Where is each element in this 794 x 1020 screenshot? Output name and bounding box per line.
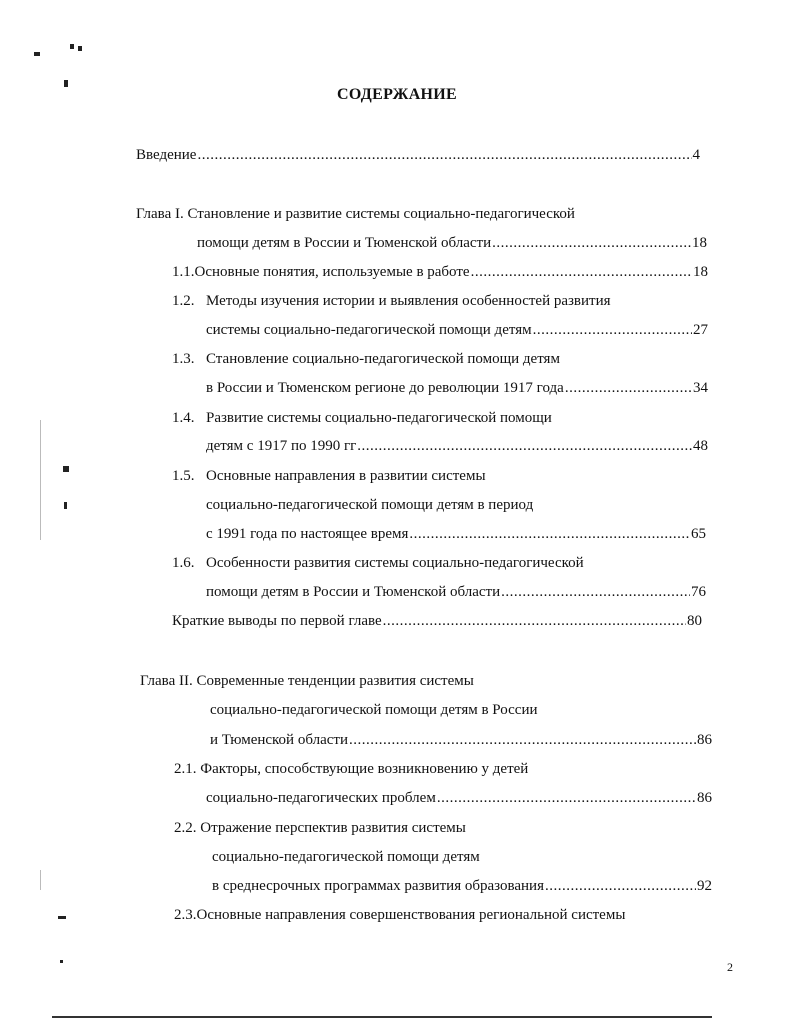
toc-page-number: 76 bbox=[691, 584, 706, 600]
toc-entry-2-1-cont bbox=[206, 789, 712, 807]
toc-entry-1-6-cont bbox=[206, 583, 706, 601]
scan-speck bbox=[63, 466, 69, 472]
toc-entry-1-5-cont2 bbox=[206, 525, 706, 543]
toc-leader bbox=[501, 583, 690, 601]
toc-page-number: 80 bbox=[687, 613, 702, 629]
toc-entry-label: Отражение перспектив развития системы bbox=[200, 820, 466, 836]
toc-entry-label: социально-педагогических проблем bbox=[206, 790, 436, 806]
toc-entry-1-4 bbox=[172, 409, 552, 427]
toc-entry-chapter-2 bbox=[210, 731, 712, 749]
toc-leader bbox=[437, 789, 696, 807]
toc-entry-1-6 bbox=[172, 554, 584, 572]
toc-entry-label: Основные направления в развитии системы bbox=[206, 468, 486, 484]
toc-entry-label: помощи детям в России и Тюменской области bbox=[206, 584, 501, 600]
toc-entry-label: Развитие системы социально-педагогической помощи bbox=[206, 410, 552, 426]
toc-entry-2-2-cont2 bbox=[212, 877, 712, 895]
toc-leader bbox=[565, 379, 692, 397]
toc-entry-label: в среднесрочных программах развития образования bbox=[212, 878, 544, 894]
chapter-2-heading-cont: социально-педагогической помощи детям в России bbox=[210, 702, 538, 718]
toc-entry-2-2 bbox=[174, 819, 466, 837]
toc-page-number: 27 bbox=[693, 322, 708, 338]
toc-entry-label: Краткие выводы по первой главе bbox=[172, 613, 382, 629]
page-number: 2 bbox=[727, 960, 733, 974]
toc-entry-1-2-cont bbox=[206, 321, 708, 339]
scan-speck bbox=[70, 44, 74, 49]
toc-page-number: 86 bbox=[697, 790, 712, 806]
toc-entry-2-1 bbox=[174, 760, 528, 778]
toc-entry-1-4-cont bbox=[206, 437, 708, 455]
scan-edge-line bbox=[40, 420, 41, 540]
toc-entry-1-1 bbox=[172, 263, 708, 281]
toc-page-number: 18 bbox=[693, 264, 708, 280]
toc-leader bbox=[492, 234, 691, 252]
toc-entry-label: Введение bbox=[136, 147, 197, 163]
section-number: 1.3. bbox=[172, 351, 195, 367]
section-number: 1.6. bbox=[172, 555, 195, 571]
toc-page-number: 4 bbox=[692, 147, 700, 163]
toc-entry-1-5-cont: социально-педагогической помощи детям в период bbox=[206, 497, 534, 513]
toc-entry-1-3-cont bbox=[206, 379, 708, 397]
section-number: 1.1. bbox=[172, 264, 195, 280]
scan-speck bbox=[34, 52, 40, 56]
toc-entry-label: Особенности развития системы социально-педагогической bbox=[206, 555, 584, 571]
toc-leader bbox=[545, 877, 696, 895]
toc-page-number: 34 bbox=[693, 380, 708, 396]
toc-entry-label: Основные понятия, используемые в работе bbox=[194, 264, 470, 280]
toc-leader bbox=[357, 437, 692, 455]
toc-page-number: 92 bbox=[697, 878, 712, 894]
chapter-1-heading: Глава I. Становление и развитие системы социально-педагогической bbox=[136, 206, 575, 222]
toc-entry-intro bbox=[136, 146, 700, 164]
toc-entry-label: детям с 1917 по 1990 гг bbox=[206, 438, 357, 454]
section-number: 2.3. bbox=[174, 907, 197, 923]
toc-entry-label: Факторы, способствующие возникновению у детей bbox=[200, 761, 529, 777]
toc-entry-label: помощи детям в России и Тюменской области bbox=[197, 235, 492, 251]
toc-entry-2-3 bbox=[174, 906, 625, 924]
section-number: 2.2. bbox=[174, 820, 197, 836]
toc-entry-summary bbox=[172, 612, 702, 630]
toc-leader bbox=[349, 731, 696, 749]
toc-entry-1-5 bbox=[172, 467, 486, 485]
toc-page-number: 48 bbox=[693, 438, 708, 454]
page-title: СОДЕРЖАНИЕ bbox=[336, 86, 458, 103]
chapter-2-heading: Глава II. Современные тенденции развития системы bbox=[140, 673, 474, 689]
scan-speck bbox=[58, 916, 66, 919]
toc-entry-label: Основные направления совершенствования региональной системы bbox=[196, 907, 626, 923]
toc-entry-label: системы социально-педагогической помощи детям bbox=[206, 322, 532, 338]
toc-leader bbox=[383, 612, 686, 630]
toc-leader bbox=[533, 321, 692, 339]
scan-speck bbox=[78, 46, 82, 51]
toc-entry-label: Становление социально-педагогической помощи детям bbox=[206, 351, 560, 367]
toc-page-number: 18 bbox=[692, 235, 707, 251]
toc-leader bbox=[409, 525, 690, 543]
toc-entry-label: Методы изучения истории и выявления особенностей развития bbox=[206, 293, 611, 309]
section-number: 2.1. bbox=[174, 761, 197, 777]
toc-leader bbox=[471, 263, 692, 281]
toc-entry-label: в России и Тюменском регионе до революции 1917 года bbox=[206, 380, 564, 396]
scan-speck bbox=[60, 960, 63, 963]
scan-edge-line bbox=[40, 870, 41, 890]
toc-page-number: 65 bbox=[691, 526, 706, 542]
toc-entry-label: с 1991 года по настоящее время bbox=[206, 526, 409, 542]
toc-page-number: 86 bbox=[697, 732, 712, 748]
section-number: 1.5. bbox=[172, 468, 195, 484]
toc-entry-chapter-1 bbox=[197, 234, 707, 252]
section-number: 1.4. bbox=[172, 410, 195, 426]
toc-leader bbox=[197, 146, 691, 164]
scan-bottom-edge bbox=[52, 1016, 712, 1018]
toc-entry-1-2 bbox=[172, 292, 611, 310]
toc-entry-2-2-cont: социально-педагогической помощи детям bbox=[212, 849, 480, 865]
scan-speck bbox=[64, 502, 67, 509]
toc-entry-label: и Тюменской области bbox=[210, 732, 348, 748]
section-number: 1.2. bbox=[172, 293, 195, 309]
toc-entry-1-3 bbox=[172, 350, 560, 368]
